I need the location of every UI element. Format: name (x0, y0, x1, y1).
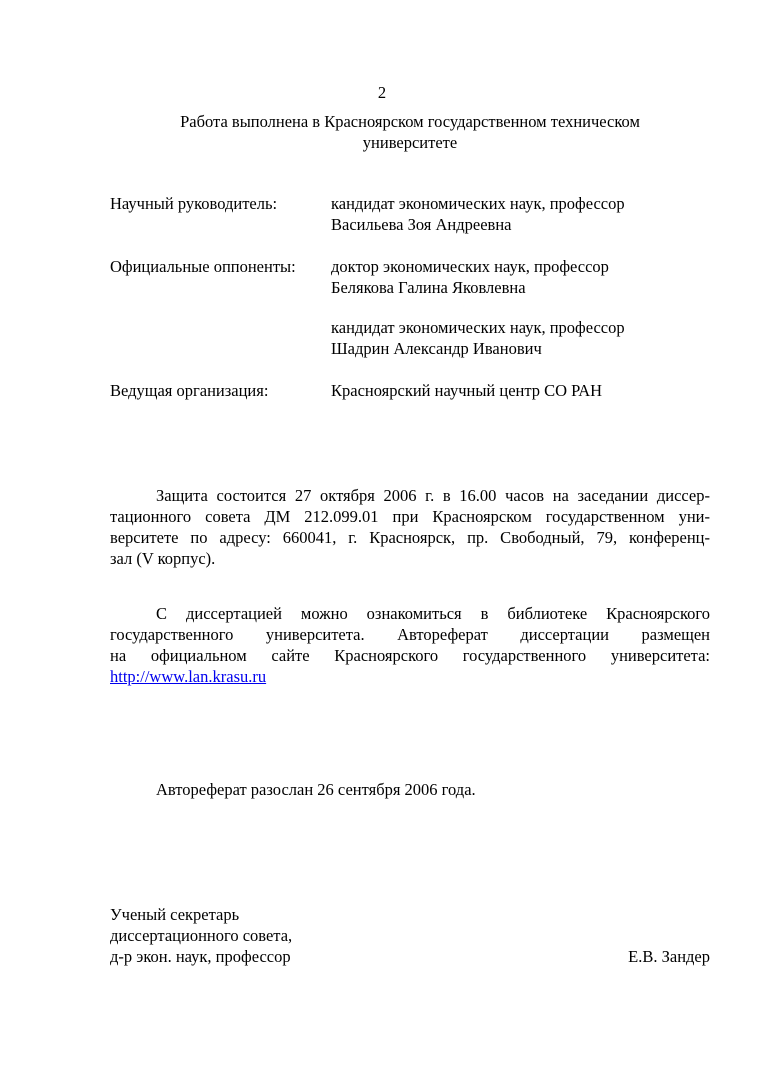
opponent-first (331, 256, 711, 298)
opponent-title: доктор экономических наук, профессор (331, 257, 609, 276)
secretary-degree: д-р экон. наук, профессор (110, 947, 291, 966)
leading-org-value (331, 380, 711, 401)
library-line: С диссертацией можно ознакомиться в библиотеке Красноярского (156, 604, 710, 623)
page-number: 2 (377, 83, 387, 102)
opponent-name: Шадрин Александр Иванович (331, 339, 542, 358)
supervisor-title: кандидат экономических наук, профессор (331, 194, 625, 213)
supervisor-value (331, 193, 711, 235)
sent-date-statement: Автореферат разослан 26 сентября 2006 года. (156, 780, 476, 799)
defense-line: тационного совета ДМ 212.099.01 при Красноярском государственном уни- (110, 507, 710, 526)
leading-org-label: Ведущая организация: (110, 381, 269, 400)
opponents-label: Официальные оппоненты: (110, 257, 296, 276)
library-line: государственного университета. Автореферат диссертации размещен (110, 625, 710, 644)
leading-org-name: Красноярский научный центр СО РАН (331, 381, 603, 400)
work-done-statement (110, 111, 710, 153)
defense-line: зал (V корпус). (110, 549, 216, 568)
opponent-second (331, 317, 711, 359)
work-done-line: университете (362, 133, 458, 152)
defense-line: верситете по адресу: 660041, г. Красноярск, пр. Свободный, 79, конференц- (110, 528, 710, 547)
supervisor-name: Васильева Зоя Андреевна (331, 215, 512, 234)
defense-line: Защита состоится 27 октября 2006 г. в 16.00 часов на заседании диссер- (156, 486, 710, 505)
work-done-line: Работа выполнена в Красноярском государственном техническом (180, 112, 640, 131)
library-line: на официальном сайте Красноярского государственного университета: (110, 646, 710, 665)
opponent-title: кандидат экономических наук, профессор (331, 318, 625, 337)
defense-paragraph (110, 485, 710, 569)
library-line (110, 666, 710, 687)
secretary-title: Ученый секретарь (110, 905, 240, 924)
university-website-link[interactable]: http://www.lan.krasu.ru (110, 667, 267, 686)
secretary-name: Е.В. Зандер (628, 947, 710, 966)
secretary-block (110, 904, 350, 967)
library-paragraph (110, 603, 710, 687)
opponent-name: Белякова Галина Яковлевна (331, 278, 526, 297)
secretary-council: диссертационного совета, (110, 926, 293, 945)
supervisor-label: Научный руководитель: (110, 194, 278, 213)
